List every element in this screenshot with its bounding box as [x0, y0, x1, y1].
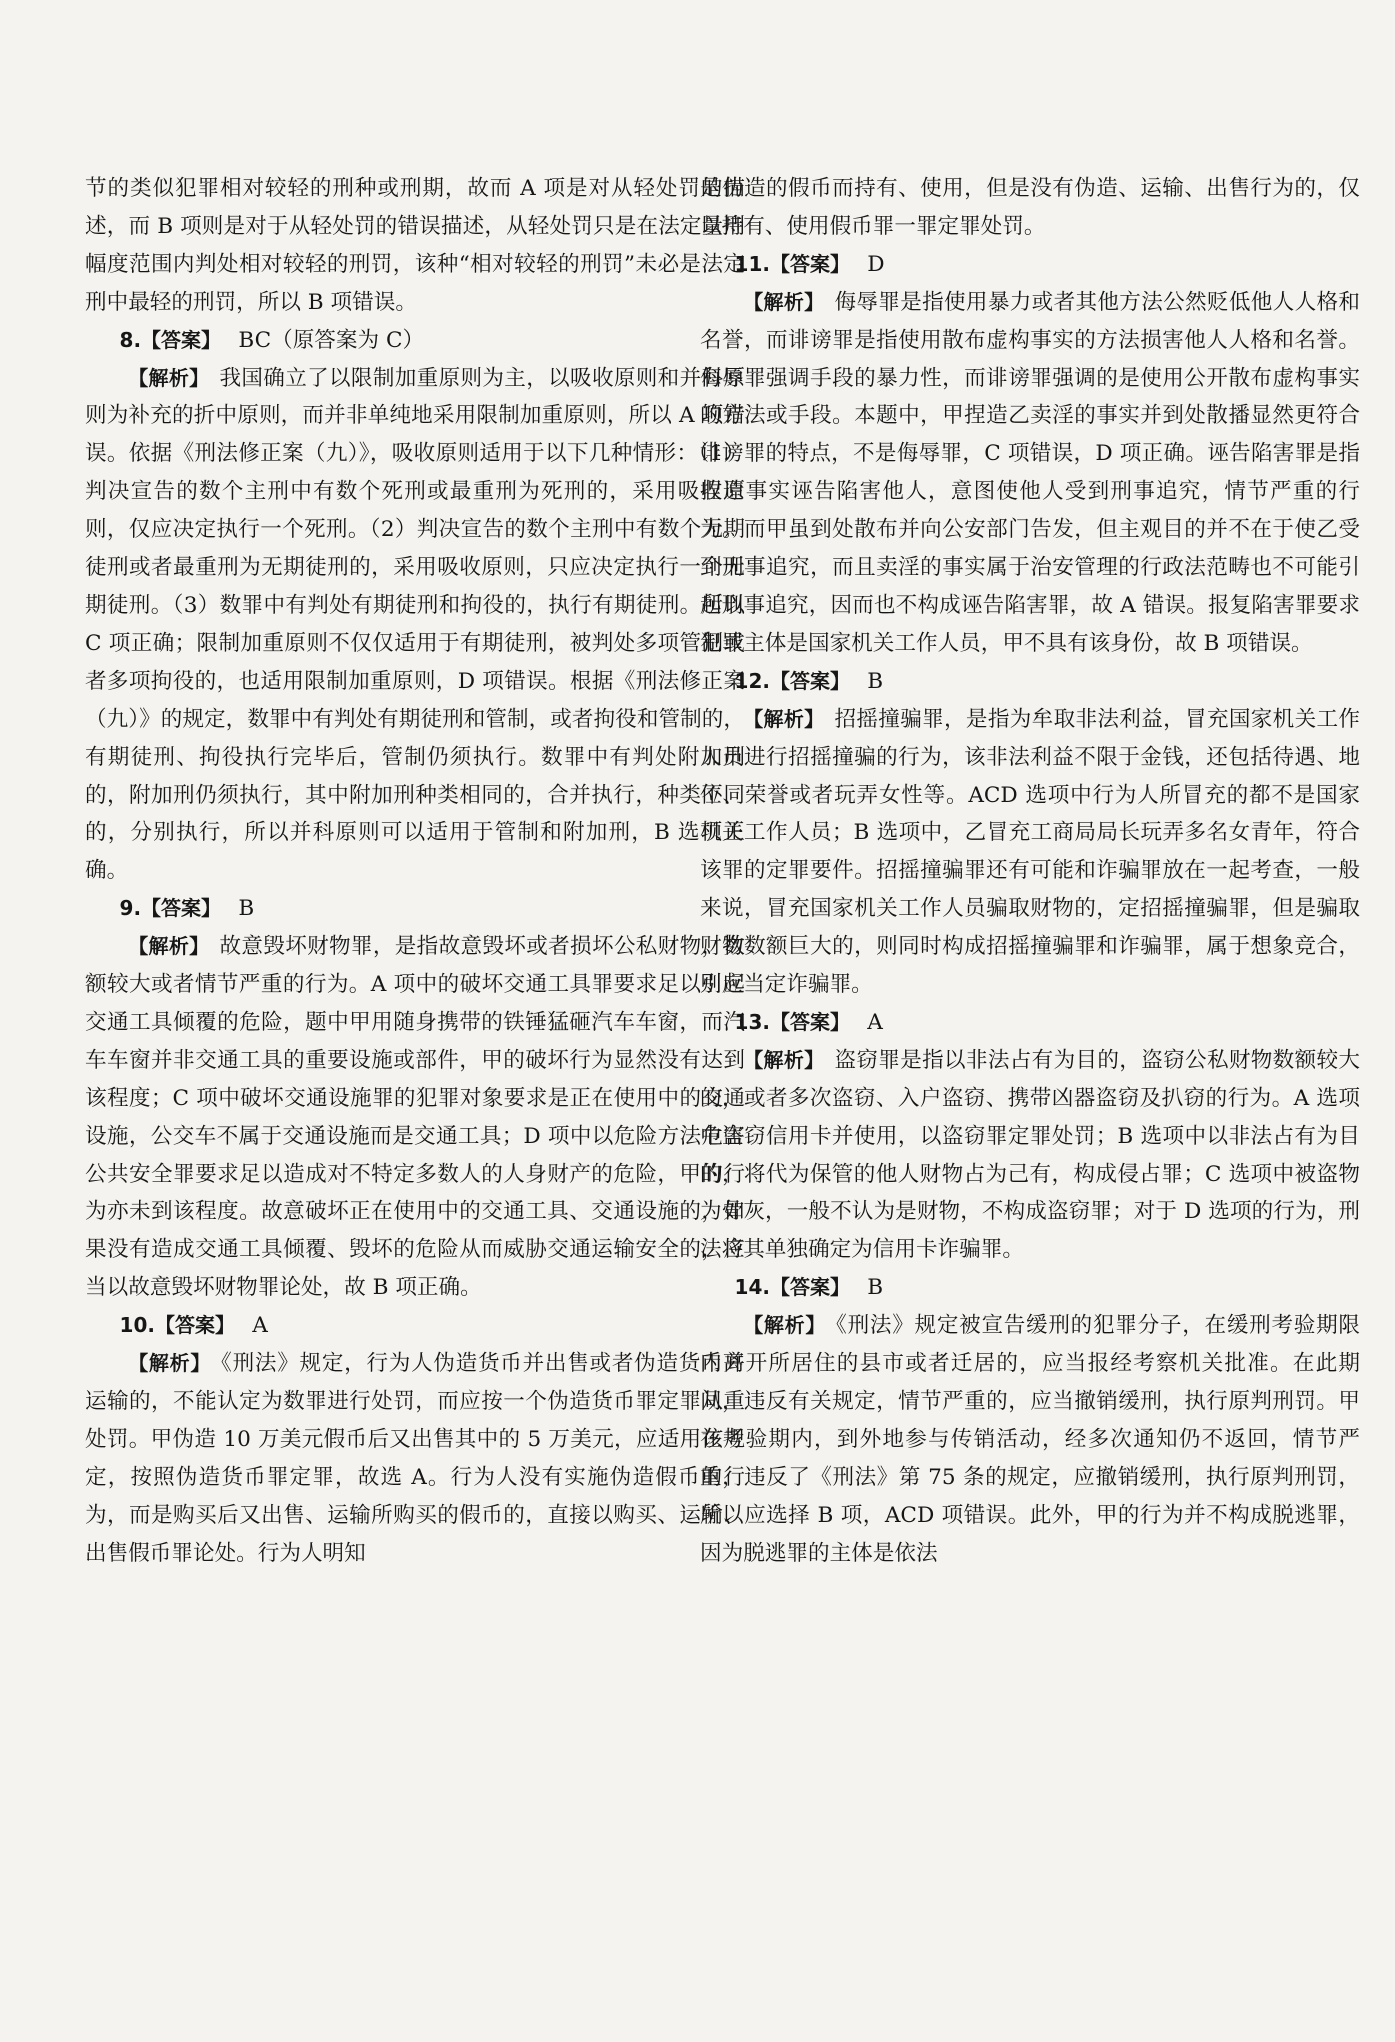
answer-line — [700, 246, 1360, 284]
analysis-text: 侮辱罪是指使用暴力或者其他方法公然贬低他人人格和名誉，而诽谤罪是指使用散布虚构事实的方法损害他人人格和名誉。侮辱罪强调手段的暴力性，而诽谤罪强调的是使用公开散布虚构事实的方法或手段。本题中，甲捏造乙卖淫的事实并到处散播显然更符合诽谤罪的特点，不是侮辱罪，C 项错误，D 项正确。诬告陷害罪是指捏造事实诬告陷害他人，意图使他人受到刑事追究，情节严重的行为。而甲虽到处散布并向公安部门告发，但主观目的并不在于使乙受到刑事追究，而且卖淫的事实属于治安管理的行政法范畴也不可能引起刑事追究，因而也不构成诬告陷害罪，故 A 错误。报复陷害罪要求犯罪主体是国家机关工作人员，甲不具有该身份，故 B 项错误。 — [700, 289, 1361, 656]
analysis-paragraph — [700, 284, 1360, 663]
answer-value: B — [867, 1275, 884, 1301]
analysis-paragraph — [85, 1345, 745, 1572]
analysis-paragraph — [85, 360, 745, 891]
analysis-label: 【解析】 — [128, 365, 210, 390]
analysis-paragraph — [700, 701, 1360, 1004]
analysis-text: 招摇撞骗罪，是指为牟取非法利益，冒充国家机关工作人员进行招摇撞骗的行为，该非法利益不限于金钱，还包括待遇、地位、荣誉或者玩弄女性等。ACD 选项中行为人所冒充的都不是国家机关工作人员；B 选项中，乙冒充工商局局长玩弄多名女青年，符合该罪的定罪要件。招摇撞骗罪还有可能和诈骗罪放在一起考查，一般来说，冒充国家机关工作人员骗取财物的，定招摇撞骗罪，但是骗取财物数额巨大的，则同时构成招摇撞骗罪和诈骗罪，属于想象竞合，则应当定诈骗罪。 — [700, 706, 1361, 998]
answer-value: B — [238, 896, 255, 922]
analysis-text: 盗窃罪是指以非法占有为目的，盗窃公私财物数额较大的，或者多次盗窃、入户盗窃、携带凶器盗窃及扒窃的行为。A 选项中盗窃信用卡并使用，以盗窃罪定罪处罚；B 选项中以非法占有为目的，将代为保管的他人财物占为己有，构成侵占罪；C 选项中被盗物为骨灰，一般不认为是财物，不构成盗窃罪；对于 D 选项的行为，刑法将其单独确定为信用卡诈骗罪。 — [700, 1047, 1361, 1263]
answer-label: 13.【答案】 — [734, 1009, 850, 1034]
answer-value: D — [867, 251, 885, 277]
analysis-label: 【解析】 — [128, 934, 210, 959]
right-column — [700, 170, 1360, 1573]
analysis-paragraph — [85, 928, 745, 1307]
left-column — [85, 170, 745, 1573]
analysis-label: 【解析】 — [743, 289, 825, 314]
analysis-text: 《刑法》规定被宣告缓刑的犯罪分子，在缓刑考验期限内离开所居住的县市或者迁居的，应当报经考察机关批准。在此期间，违反有关规定，情节严重的，应当撤销缓刑，执行原判刑罚。甲在考验期内，到外地参与传销活动，经多次通知仍不返回，情节严重，违反了《刑法》第 75 条的规定，应撤销缓刑，执行原判刑罚，所以应选择 B 项，ACD 项错误。此外，甲的行为并不构成脱逃罪，因为脱逃罪的主体是依法 — [700, 1313, 1361, 1566]
answer-value: A — [252, 1313, 268, 1339]
answer-value: BC（原答案为 C） — [238, 327, 425, 353]
analysis-paragraph — [700, 1307, 1360, 1572]
analysis-paragraph — [700, 1042, 1360, 1269]
analysis-label: 【解析】 — [743, 1047, 825, 1072]
analysis-label: 【解析】 — [743, 706, 825, 731]
answer-line — [700, 1269, 1360, 1307]
continued-paragraph: 是伪造的假币而持有、使用，但是没有伪造、运输、出售行为的，仅以持有、使用假币罪一罪定罪处罚。 — [700, 176, 1360, 239]
answer-line — [85, 322, 745, 360]
answer-line — [700, 663, 1360, 701]
answer-label: 11.【答案】 — [734, 251, 850, 276]
answer-label: 8.【答案】 — [119, 327, 222, 352]
answer-label: 10.【答案】 — [119, 1313, 235, 1338]
analysis-label: 【解析】 — [128, 1351, 212, 1376]
answer-value: B — [867, 668, 884, 694]
answer-label: 9.【答案】 — [119, 896, 222, 921]
analysis-text: 故意毁坏财物罪，是指故意毁坏或者损坏公私财物，数额较大或者情节严重的行为。A 项中的破坏交通工具罪要求足以引起交通工具倾覆的危险，题中甲用随身携带的铁锤猛砸汽车车窗，而汽车车窗并非交通工具的重要设施或部件，甲的破坏行为显然没有达到该程度；C 项中破坏交通设施罪的犯罪对象要求是正在使用中的交通设施，公交车不属于交通设施而是交通工具；D 项中以危险方法危害公共安全罪要求足以造成对不特定多数人的人身财产的危险，甲的行为亦未到该程度。故意破坏正在使用中的交通工具、交通设施的，如果没有造成交通工具倾覆、毁坏的危险从而威胁交通运输安全的，应当以故意毁坏财物罪论处，故 B 项正确。 — [85, 934, 746, 1301]
analysis-label: 【解析】 — [743, 1313, 827, 1338]
answer-label: 12.【答案】 — [734, 668, 850, 693]
answer-label: 14.【答案】 — [734, 1275, 850, 1300]
answer-value: A — [867, 1009, 883, 1035]
continued-paragraph: 节的类似犯罪相对较轻的刑种或刑期，故而 A 项是对从轻处罚的描述，而 B 项则是对于从轻处罚的错误描述，从轻处罚只是在法定量刑幅度范围内判处相对较轻的刑罚，该种“相对较轻的刑罚”未必是法定刑中最轻的刑罚，所以 B 项错误。 — [85, 176, 745, 315]
answer-line — [85, 890, 745, 928]
answer-line — [700, 1004, 1360, 1042]
analysis-text: 我国确立了以限制加重原则为主，以吸收原则和并科原则为补充的折中原则，而并非单纯地采用限制加重原则，所以 A 项错误。依据《刑法修正案（九）》，吸收原则适用于以下几种情形：（1）判决宣告的数个主刑中有数个死刑或最重刑为死刑的，采用吸收原则，仅应决定执行一个死刑。（2）判决宣告的数个主刑中有数个无期徒刑或者最重刑为无期徒刑的，采用吸收原则，只应决定执行一个无期徒刑。（3）数罪中有判处有期徒刑和拘役的，执行有期徒刑。所以 C 项正确；限制加重原则不仅仅适用于有期徒刑，被判处多项管制或者多项拘役的，也适用限制加重原则，D 项错误。根据《刑法修正案（九）》的规定，数罪中有判处有期徒刑和管制，或者拘役和管制的，有期徒刑、拘役执行完毕后，管制仍须执行。数罪中有判处附加刑的，附加刑仍须执行，其中附加刑种类相同的，合并执行，种类不同的，分别执行，所以并科原则可以适用于管制和附加刑，B 选项正确。 — [85, 365, 746, 884]
analysis-text: 《刑法》规定，行为人伪造货币并出售或者伪造货币并运输的，不能认定为数罪进行处罚，而应按一个伪造货币罪定罪从重处罚。甲伪造 10 万美元假币后又出售其中的 5 万美元，应适用该规定，按照伪造货币罪定罪，故选 A。行为人没有实施伪造假币的行为，而是购买后又出售、运输所购买的假币的，直接以购买、运输、出售假币罪论处。行为人明知 — [85, 1351, 746, 1566]
answer-line — [85, 1307, 745, 1345]
